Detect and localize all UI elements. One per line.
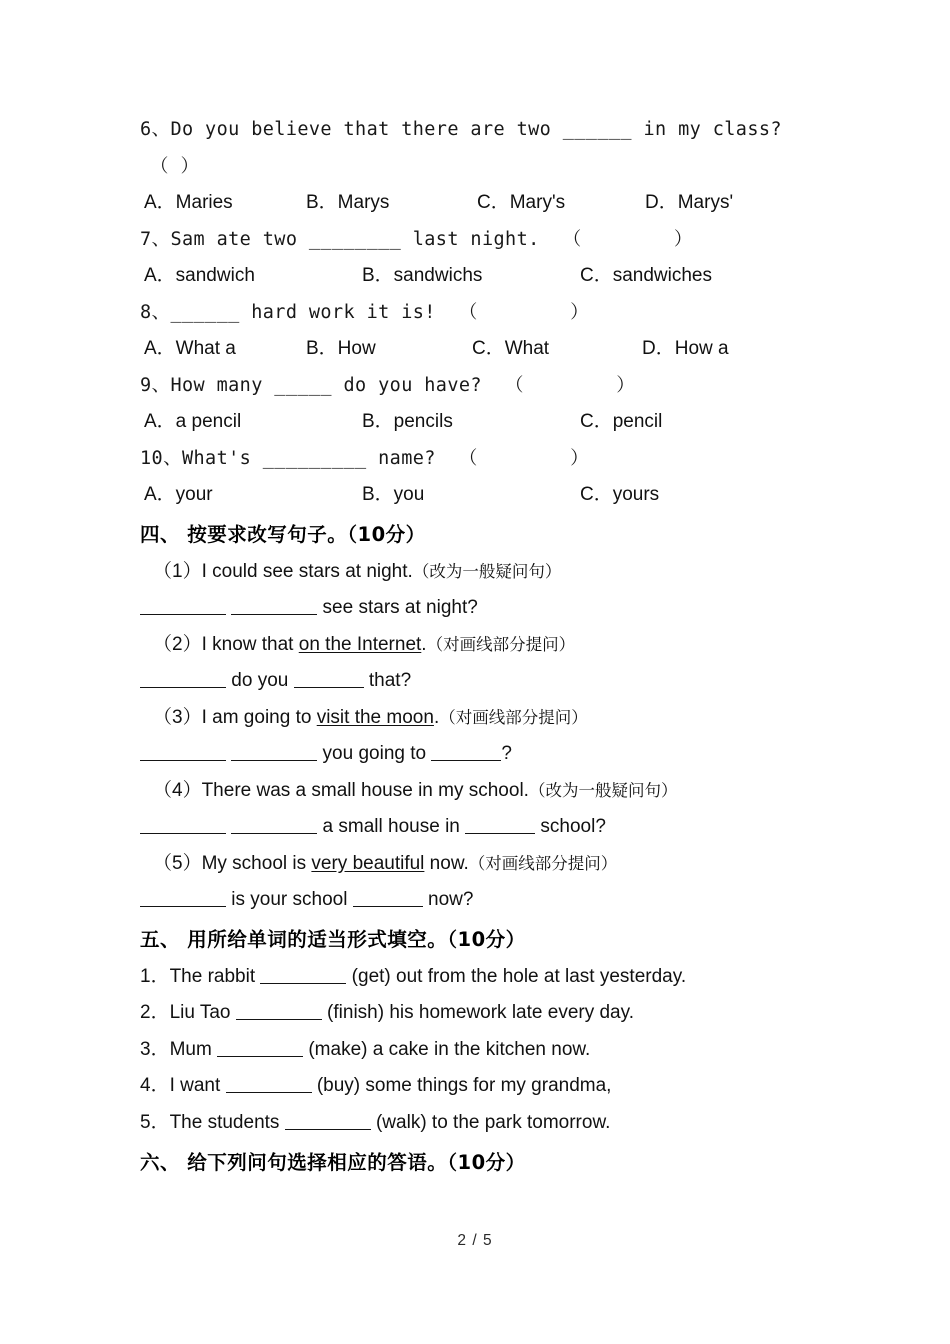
answer-blank[interactable]: [294, 669, 364, 688]
option-7-c[interactable]: C．sandwiches: [580, 265, 712, 286]
item-sentence-post: .: [433, 706, 440, 728]
section-five-item-3: [140, 1032, 812, 1069]
item-note: （改为一般疑问句）: [412, 561, 562, 581]
item-sentence: I am going to: [201, 706, 317, 728]
item-sentence-post: .: [421, 633, 427, 655]
answer-blank[interactable]: [231, 815, 317, 834]
option-8-a[interactable]: A．What a: [144, 338, 236, 359]
answer-tail: that?: [363, 670, 412, 691]
item-underlined: on the Internet: [298, 633, 422, 655]
answer-blank[interactable]: [226, 1074, 312, 1093]
section-five-item-2: [140, 995, 812, 1032]
item-number: （2）: [153, 633, 202, 655]
item-post: (buy) some things for my grandma,: [311, 1075, 612, 1096]
page-content: [140, 112, 812, 1182]
option-8-d[interactable]: D．How a: [642, 338, 729, 359]
item-sentence-post: now.: [424, 852, 469, 874]
answer-blank[interactable]: [431, 742, 501, 761]
item-number: （4）: [153, 779, 202, 801]
answer-mid: is your school: [226, 889, 353, 910]
section-six-heading: 六、 给下列问句选择相应的答语。（10分）: [140, 1151, 526, 1174]
option-9-a[interactable]: A．a pencil: [144, 411, 242, 432]
answer-blank[interactable]: [231, 742, 317, 761]
option-8-b[interactable]: B．How: [306, 338, 376, 359]
answer-mid: you going to: [317, 743, 432, 764]
answer-tail: ?: [501, 743, 512, 764]
section-four-item-5-prompt: [140, 846, 812, 883]
page-footer: 2 / 5: [457, 1232, 493, 1249]
option-10-a[interactable]: A．your: [144, 484, 213, 505]
section-four-item-3-answer: [140, 736, 812, 773]
answer-blank[interactable]: [140, 669, 226, 688]
item-note: （对画线部分提问）: [468, 853, 618, 873]
answer-blank[interactable]: [140, 742, 226, 761]
item-number: （3）: [153, 706, 202, 728]
item-note: （对画线部分提问）: [439, 707, 588, 727]
item-number: （5）: [153, 852, 202, 874]
answer-blank[interactable]: [140, 815, 226, 834]
section-four-item-2-answer: [140, 663, 812, 700]
section-four-item-4-answer: [140, 809, 812, 846]
question-stem-6: 6、Do you believe that there are two ______ in my class?: [140, 119, 782, 140]
item-post: (walk) to the park tomorrow.: [370, 1111, 611, 1133]
option-6-d[interactable]: D．Marys': [645, 192, 734, 213]
answer-tail: see stars at night?: [317, 597, 478, 618]
item-pre: 4．I want: [140, 1075, 226, 1096]
option-9-b[interactable]: B．pencils: [362, 411, 453, 432]
answer-tail: school?: [535, 816, 606, 837]
item-pre: 5．The students: [140, 1111, 285, 1133]
item-pre: 1．The rabbit: [140, 965, 261, 987]
option-10-c[interactable]: C．yours: [580, 484, 660, 505]
answer-mid: do you: [226, 670, 294, 691]
item-note: （改为一般疑问句）: [528, 780, 678, 800]
question-options-8: [140, 331, 812, 368]
answer-tail: now?: [422, 889, 474, 910]
question-stem-8: 8、______ hard work it is! （ ）: [140, 301, 589, 323]
option-6-c[interactable]: C．Mary's: [477, 192, 566, 213]
question-stem-9: 9、How many _____ do you have? （ ）: [140, 374, 636, 396]
section-four-item-3-prompt: [140, 700, 812, 737]
item-post: (get) out from the hole at last yesterday.: [346, 965, 687, 987]
section-five-item-4: [140, 1068, 812, 1105]
option-7-b[interactable]: B．sandwichs: [362, 265, 483, 286]
question-options-6: [140, 185, 812, 222]
answer-blank[interactable]: [353, 888, 423, 907]
answer-blank[interactable]: [236, 1001, 322, 1020]
item-pre: 3．Mum: [140, 1038, 218, 1060]
section-four-item-2-prompt: [140, 627, 812, 664]
option-10-b[interactable]: B．you: [362, 484, 425, 505]
option-6-a[interactable]: A．Maries: [144, 192, 233, 213]
item-pre: 2．Liu Tao: [140, 1002, 236, 1023]
option-9-c[interactable]: C．pencil: [580, 411, 663, 432]
answer-blank[interactable]: [140, 888, 226, 907]
answer-blank[interactable]: [260, 964, 346, 983]
section-four-item-1-prompt: [140, 554, 812, 591]
answer-blank[interactable]: [231, 596, 317, 615]
option-6-b[interactable]: B．Marys: [306, 192, 390, 213]
question-options-7: [140, 258, 812, 295]
option-8-c[interactable]: C．What: [472, 338, 550, 359]
answer-blank[interactable]: [285, 1110, 371, 1129]
item-sentence: My school is: [201, 852, 312, 874]
section-four-item-4-prompt: [140, 773, 812, 810]
item-post: (finish) his homework late every day.: [321, 1002, 634, 1023]
item-sentence: There was a small house in my school.: [201, 779, 529, 801]
section-five-item-5: [140, 1105, 812, 1142]
answer-blank[interactable]: [140, 596, 226, 615]
item-post: (make) a cake in the kitchen now.: [303, 1038, 591, 1060]
section-four-item-5-answer: [140, 882, 812, 919]
item-sentence: I know that: [201, 633, 299, 655]
answer-mid: a small house in: [317, 816, 466, 837]
option-7-a[interactable]: A．sandwich: [144, 265, 255, 286]
question-options-10: [140, 477, 812, 514]
question-bracket-6: （ ）: [150, 155, 200, 177]
answer-blank[interactable]: [217, 1037, 303, 1056]
item-sentence: I could see stars at night.: [201, 560, 413, 582]
item-underlined: very beautiful: [311, 852, 425, 874]
question-stem-10: 10、What's _________ name? （ ）: [140, 447, 589, 469]
item-note: （对画线部分提问）: [426, 634, 576, 654]
question-stem-7: 7、Sam ate two ________ last night. （ ）: [140, 228, 693, 250]
section-five-item-1: [140, 959, 812, 996]
section-five-heading: 五、 用所给单词的适当形式填空。（10分）: [140, 927, 526, 951]
item-number: （1）: [153, 560, 202, 582]
section-four-heading: 四、 按要求改写句子。（10分）: [140, 522, 426, 546]
section-four-item-1-answer: [140, 590, 812, 627]
item-underlined: visit the moon: [316, 706, 434, 728]
answer-blank[interactable]: [465, 815, 535, 834]
question-options-9: [140, 404, 812, 441]
